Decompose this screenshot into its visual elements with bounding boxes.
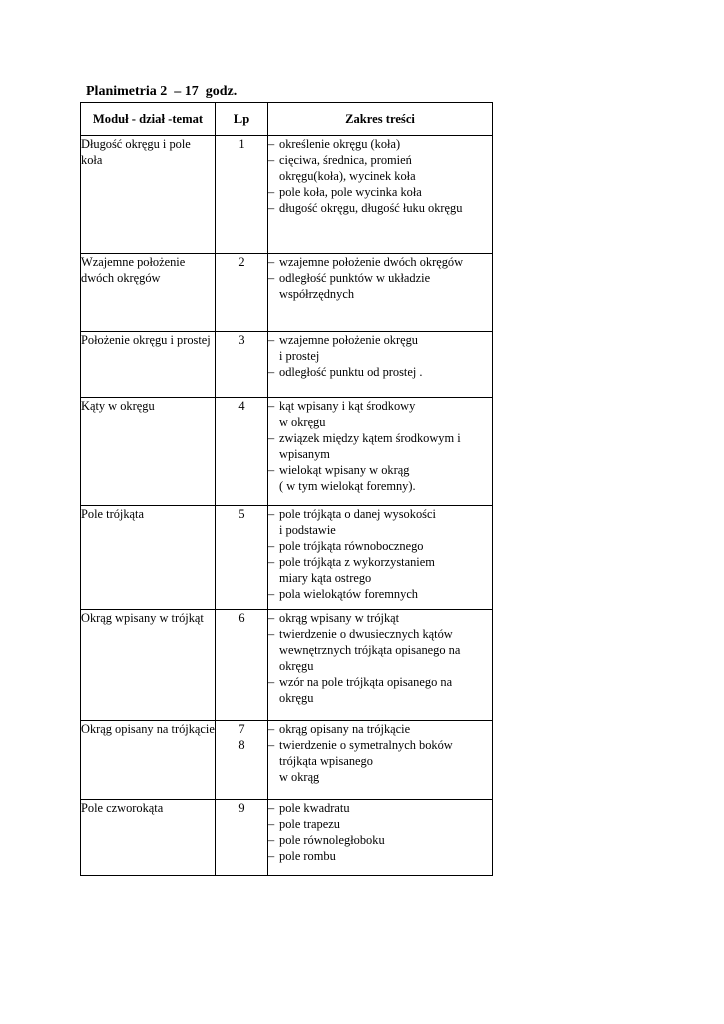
topics-cell (268, 136, 493, 254)
table-row (81, 136, 493, 254)
topic-item: – pole rombu (268, 848, 492, 864)
topics-list (268, 332, 492, 380)
topic-item: – pole kwadratu (268, 800, 492, 816)
topics-list (268, 254, 492, 302)
topic-item: – twierdzenie o symetralnych boków trójkąta wpisanego w okrąg (268, 737, 492, 785)
topics-list (268, 610, 492, 706)
module-cell: Pole czworokąta (81, 800, 216, 876)
topic-item: – twierdzenie o dwusiecznych kątów wewnętrznych trójkąta opisanego na okręgu (268, 626, 492, 674)
syllabus-table (80, 102, 493, 876)
module-cell: Położenie okręgu i prostej (81, 332, 216, 398)
lp-cell (216, 506, 268, 610)
lp-number: 8 (238, 738, 245, 752)
topic-item: – odległość punktu od prostej . (268, 364, 492, 380)
topic-item: – okrąg wpisany w trójkąt (268, 610, 492, 626)
topics-cell (268, 506, 493, 610)
module-cell: Kąty w okręgu (81, 398, 216, 506)
module-cell: Okrąg wpisany w trójkąt (81, 610, 216, 721)
topic-item: – określenie okręgu (koła) (268, 136, 492, 152)
topics-cell (268, 721, 493, 800)
topics-list (268, 398, 492, 494)
topic-item: – wielokąt wpisany w okrąg ( w tym wielokąt foremny). (268, 462, 492, 494)
topics-list (268, 800, 492, 864)
lp-cell (216, 136, 268, 254)
lp-number: 4 (238, 399, 245, 413)
module-cell: Pole trójkąta (81, 506, 216, 610)
lp-number: 3 (238, 333, 245, 347)
lp-cell (216, 398, 268, 506)
table-row (81, 398, 493, 506)
table-row (81, 721, 493, 800)
topics-cell (268, 398, 493, 506)
lp-cell (216, 254, 268, 332)
topics-list (268, 136, 492, 216)
table-row (81, 506, 493, 610)
lp-cell (216, 721, 268, 800)
module-cell: Wzajemne położenie dwóch okręgów (81, 254, 216, 332)
topic-item: – pole trójkąta o danej wysokości i podstawie (268, 506, 492, 538)
table-row (81, 800, 493, 876)
lp-number: 5 (238, 507, 245, 521)
topic-item: – związek między kątem środkowym i wpisanym (268, 430, 492, 462)
topics-list (268, 506, 492, 602)
topics-cell (268, 254, 493, 332)
lp-number: 2 (238, 255, 245, 269)
header-row (81, 103, 493, 136)
topic-item: – kąt wpisany i kąt środkowy w okręgu (268, 398, 492, 430)
topic-item: – okrąg opisany na trójkącie (268, 721, 492, 737)
lp-number: 1 (238, 137, 245, 151)
module-cell: Długość okręgu i pole koła (81, 136, 216, 254)
header-lp: Lp (216, 103, 268, 136)
topic-item: – wzajemne położenie okręgu i prostej (268, 332, 492, 364)
topics-list (268, 721, 492, 785)
topic-item: – odległość punktów w układzie współrzędnych (268, 270, 492, 302)
topic-item: – pole trapezu (268, 816, 492, 832)
topics-cell (268, 610, 493, 721)
topic-item: – pole trójkąta równobocznego (268, 538, 492, 554)
module-cell: Okrąg opisany na trójkącie (81, 721, 216, 800)
topic-item: – pole trójkąta z wykorzystaniem miary kąta ostrego (268, 554, 492, 586)
lp-number: 7 (238, 722, 245, 736)
table-row (81, 254, 493, 332)
table-body (81, 136, 493, 876)
lp-cell (216, 610, 268, 721)
lp-cell (216, 332, 268, 398)
topic-item: – długość okręgu, długość łuku okręgu (268, 200, 492, 216)
table-row (81, 332, 493, 398)
topics-cell (268, 332, 493, 398)
lp-number: 6 (238, 611, 245, 625)
topics-cell (268, 800, 493, 876)
table-row (81, 610, 493, 721)
header-content: Zakres treści (268, 103, 493, 136)
topic-item: – pole koła, pole wycinka koła (268, 184, 492, 200)
topic-item: – pola wielokątów foremnych (268, 586, 492, 602)
header-module: Moduł - dział -temat (81, 103, 216, 136)
topic-item: – wzór na pole trójkąta opisanego na okręgu (268, 674, 492, 706)
topic-item: – wzajemne położenie dwóch okręgów (268, 254, 492, 270)
topic-item: – pole równoległoboku (268, 832, 492, 848)
topic-item: – cięciwa, średnica, promień okręgu(koła), wycinek koła (268, 152, 492, 184)
lp-cell (216, 800, 268, 876)
document-title: Planimetria 2 – 17 godz. (86, 84, 238, 99)
lp-number: 9 (238, 801, 245, 815)
